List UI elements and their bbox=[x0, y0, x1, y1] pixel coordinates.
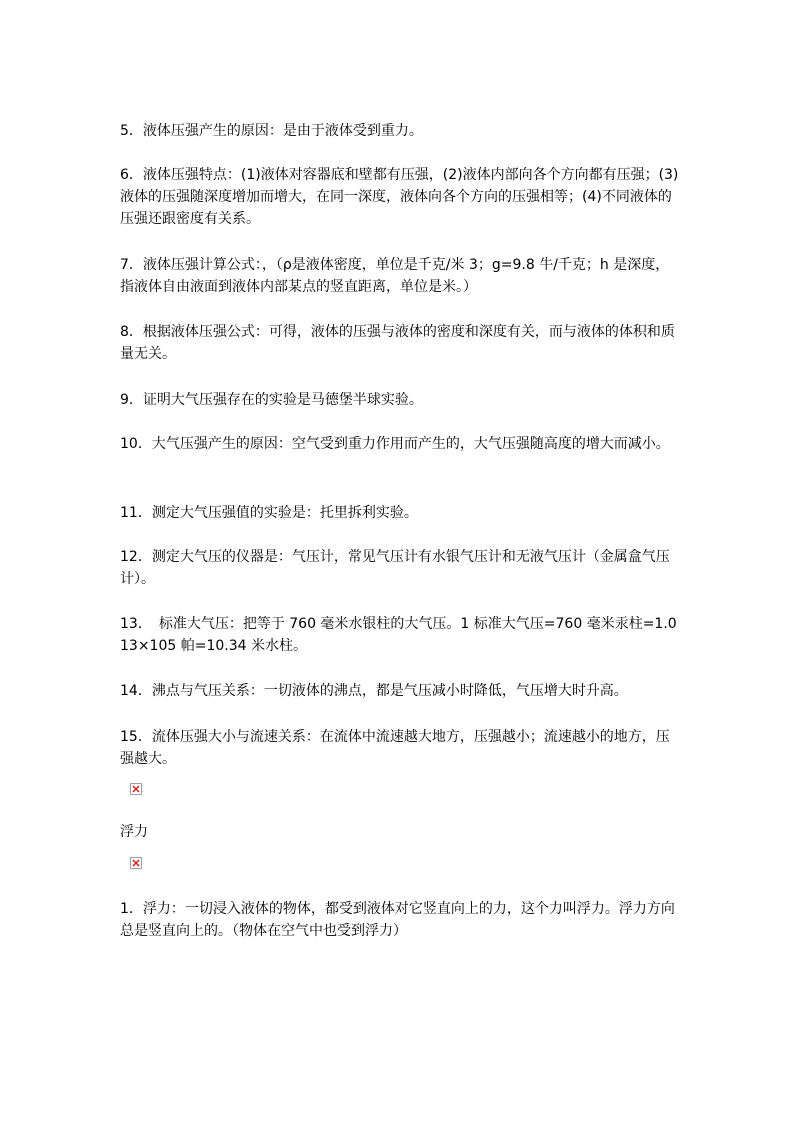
paragraph-9: 9．证明大气压强存在的实验是马德堡半球实验。 bbox=[120, 392, 423, 408]
paragraph-5: 5．液体压强产生的原因：是由于液体受到重力。 bbox=[120, 123, 423, 139]
paragraph-7: 7．液体压强计算公式：，（ρ是液体密度，单位是千克/米 3；g=9.8 牛/千克；h 是深度，指液体自由液面到液体内部某点的竖直距离，单位是米。） bbox=[120, 257, 670, 295]
broken-image-icon bbox=[130, 857, 142, 869]
paragraph-12: 12．测定大气压的仪器是：气压计，常见气压计有水银气压计和无液气压计（金属盒气压计）。 bbox=[120, 549, 670, 587]
paragraph-11: 11．测定大气压强值的实验是：托里拆利实验。 bbox=[120, 505, 418, 521]
paragraph-14: 14．沸点与气压关系：一切液体的沸点，都是气压减小时降低，气压增大时升高。 bbox=[120, 683, 628, 699]
paragraph-8: 8．根据液体压强公式：可得，液体的压强与液体的密度和深度有关，而与液体的体积和质量无关。 bbox=[120, 324, 675, 362]
broken-image-icon bbox=[130, 783, 142, 795]
section-title-buoyancy: 浮力 bbox=[120, 824, 148, 840]
paragraph-13: 13． 标准大气压：把等于 760 毫米水银柱的大气压。1 标准大气压=760 毫米汞柱=1.013×105 帕=10.34 米水柱。 bbox=[120, 616, 677, 654]
paragraph-15: 15．流体压强大小与流速关系：在流体中流速越大地方，压强越小；流速越小的地方，压强越大。 bbox=[120, 729, 670, 767]
paragraph-10: 10．大气压强产生的原因：空气受到重力作用而产生的，大气压强随高度的增大而减小。 bbox=[120, 436, 670, 452]
buoyancy-paragraph-1: 1．浮力：一切浸入液体的物体，都受到液体对它竖直向上的力，这个力叫浮力。浮力方向总是竖直向上的。（物体在空气中也受到浮力） bbox=[120, 901, 675, 939]
paragraph-6: 6．液体压强特点：(1)液体对容器底和壁都有压强，(2)液体内部向各个方向都有压强；(3)液体的压强随深度增加而增大，在同一深度，液体向各个方向的压强相等；(4)不同液体的压强还跟密度有关系。 bbox=[120, 167, 679, 227]
